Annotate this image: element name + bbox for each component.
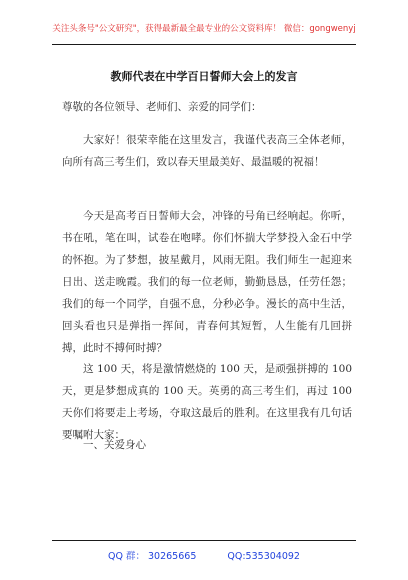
salutation: 尊敬的各位领导、老师们、亲爱的同学们： xyxy=(62,101,262,113)
footer-divider xyxy=(52,540,356,541)
footer xyxy=(0,548,408,562)
footer-qq: QQ:535304092 xyxy=(227,551,300,562)
paragraph-hundred-days: 这 100 天，将是激情燃烧的 100 天，是顽强拼搏的 100 天，更是梦想成真的 100 天。英勇的高三考生们，再过 100 天你们将要走上考场，夺取这最后的胜利。在这里我有几句话要嘱咐大家： xyxy=(62,363,352,441)
page-title: 教师代表在中学百日誓师大会上的发言 xyxy=(110,70,298,83)
footer-qq-group: QQ 群： 30265665 xyxy=(108,551,197,562)
paragraph-oath: 今天是高考百日誓师大会，冲锋的号角已经响起。你听，书在吼，笔在叫，试卷在咆哮。你们怀揣大学梦投入金石中学的怀抱。为了梦想，披星戴月，风雨无阻。我们师生一起迎来日出、送走晚霞。我们的每一位老师，勤勤恳恳，任劳任怨；我们的每一个同学，自强不息，分秒必争。漫长的高中生活，回头看也只是弹指一挥间，青春何其短暂，人生能有几回拼搏，此时不搏何时搏？ xyxy=(62,210,352,354)
section-heading: 一、关爱身心 xyxy=(83,439,146,451)
header-divider xyxy=(52,44,356,45)
paragraph-greeting: 大家好！很荣幸能在这里发言，我谨代表高三全体老师，向所有高三考生们，致以春天里最美好、最温暖的祝福！ xyxy=(62,134,352,168)
header-note: 关注头条号"公文研究"，获得最新最全最专业的公文资料库！ 微信：gongwenyj xyxy=(52,24,356,34)
